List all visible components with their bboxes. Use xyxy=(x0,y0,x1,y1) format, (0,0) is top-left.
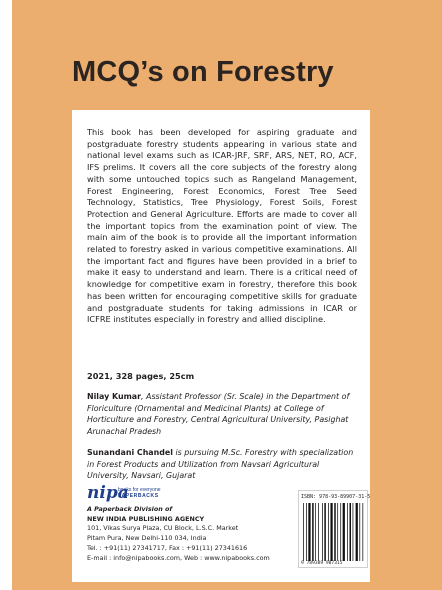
barcode-icon xyxy=(302,503,366,561)
author-description: is pursuing M.Sc. Forestry with specialization in Forest Products and Utilization from Navsari Agricultural University, Navsari, Gujarat xyxy=(87,448,354,480)
author-description: , Assistant Professor (Sr. Scale) in the Department of Floriculture (Ornamental and Medicinal Plants) at College of Horticulture and Forestry, Central Agricultural University, Pasighat Arunachal Pradesh xyxy=(87,392,350,436)
logo-slogan: books for everyone xyxy=(118,487,161,493)
barcode-number: 9 789389 907315 xyxy=(301,561,343,566)
publisher-info xyxy=(87,505,287,563)
isbn-barcode-box xyxy=(298,490,371,568)
author-bio-1 xyxy=(87,391,359,437)
book-title: MCQ’s on Forestry xyxy=(72,56,334,88)
publisher-name: NEW INDIA PUBLISHING AGENCY xyxy=(87,514,205,523)
author-name: Sunandani Chandel xyxy=(87,448,173,457)
publisher-logo xyxy=(87,483,197,503)
publisher-contact: E-mail : info@nipabooks.com, Web : www.nipabooks.com xyxy=(87,553,270,562)
publisher-address-line1: 101, Vikas Surya Plaza, CU Block, L.S.C. Market xyxy=(87,524,239,533)
logo-imprint: PAPERBACKS xyxy=(118,493,159,499)
author-name: Nilay Kumar xyxy=(87,392,142,401)
publisher-address-line2: Pitam Pura, New Delhi-110 034, India xyxy=(87,534,207,543)
logo-tagline xyxy=(118,487,161,499)
book-description: This book has been developed for aspiring graduate and postgraduate forestry students appearing in various state and national level exams such as ICAR-JRF, SRF, ARS, NET, RO, ACF, IFS prelims. It covers all the core subjects of the forestry along with some untouched topics such as Rangeland Management, Forest Engineering, Forest Economics, Forest Tree Seed Technology, Statistics, Tree Physiology, Forest Soils, Forest Protection and General Agriculture. Efforts are made to cover all the important topics from the examination point of view. The main aim of the book is to provide all the important information related to forestry asked in various competitive examinations. All the important fact and figures have been provided in a brief to make it easy to understand and learn. There is a critical need of knowledge for competitive exam in forestry, therefore this book has been written for encouraging competitive skills for graduate and postgraduate students for taking admissions in ICAR or ICFRE institutes especially in forestry and allied discipline. xyxy=(87,127,357,325)
publisher-division: A Paperback Division of xyxy=(87,505,173,513)
author-bio-2 xyxy=(87,447,359,482)
publisher-phone: Tel. : +91(11) 27341717, Fax : +91(11) 27341616 xyxy=(87,543,248,552)
isbn-label: ISBN: 978-93-89907-31-5 xyxy=(301,494,371,500)
publication-details: 2021, 328 pages, 25cm xyxy=(87,371,195,381)
logo-mark: nipa xyxy=(87,483,129,503)
